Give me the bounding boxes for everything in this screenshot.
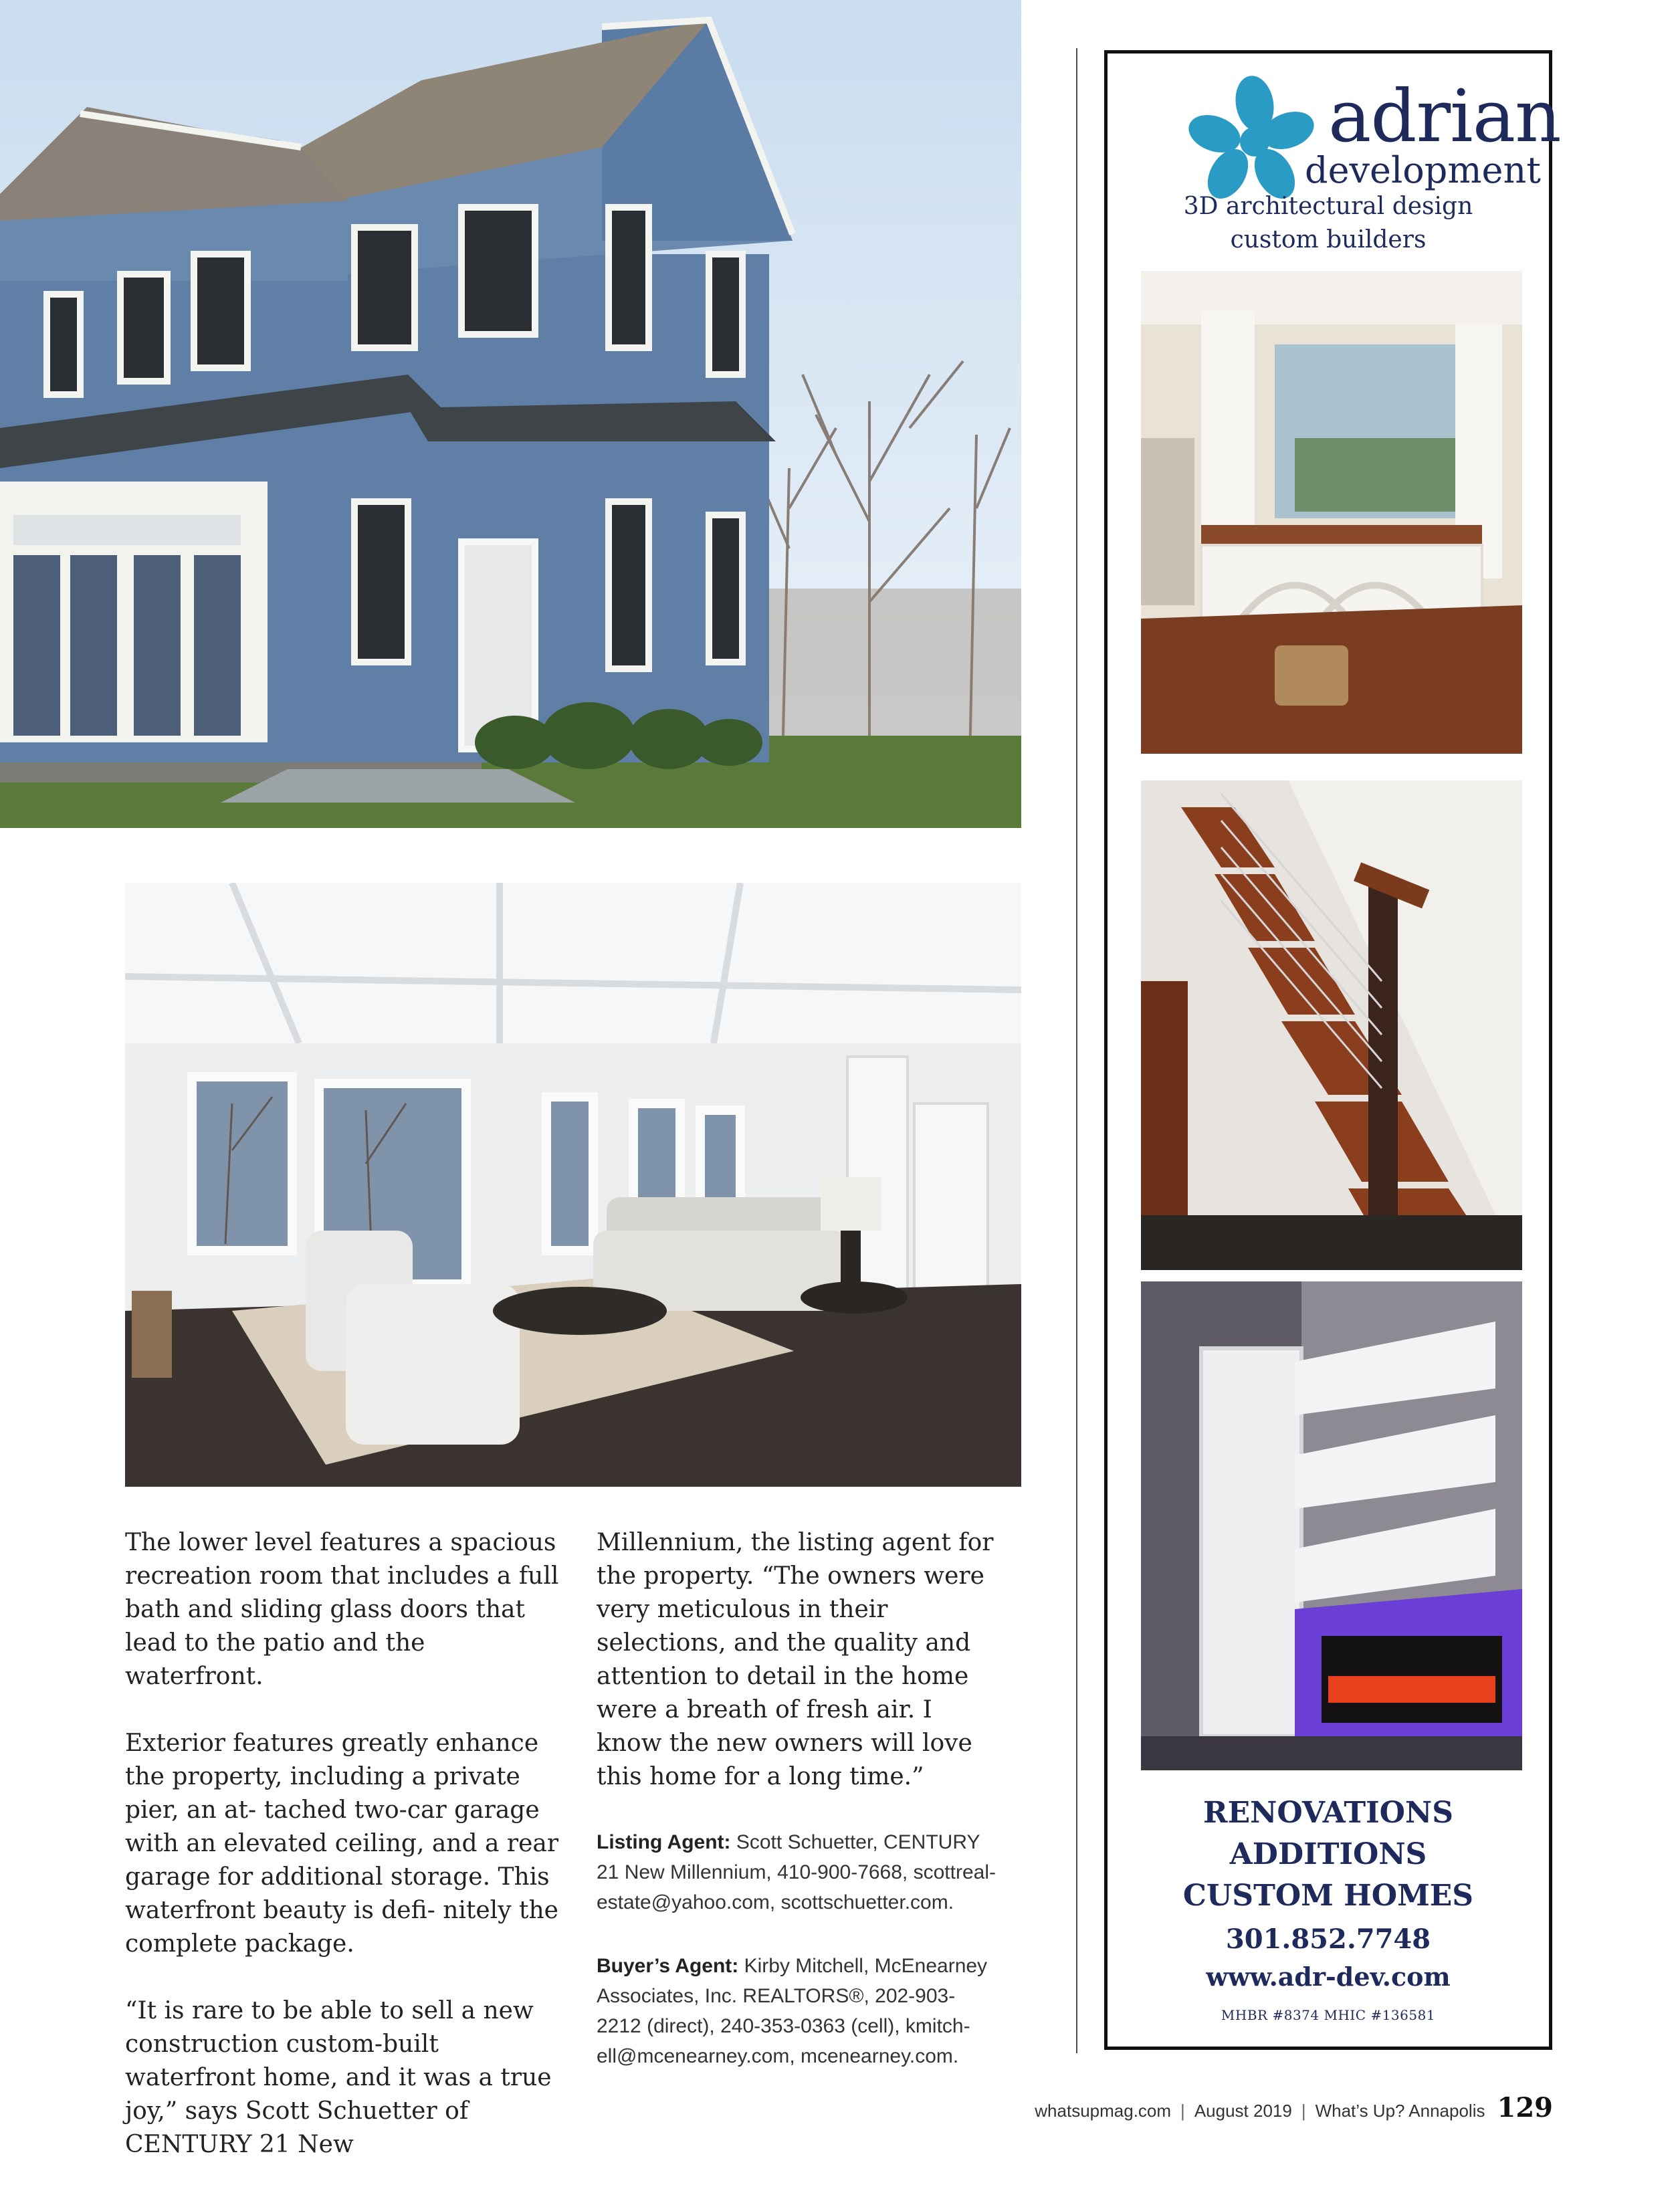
flower-logo-icon — [1188, 74, 1322, 207]
ad-photo-fireplace — [1141, 1281, 1522, 1770]
ad-tagline-design: 3D architectural design — [1183, 193, 1473, 220]
ad-license-numbers: MHBR #8374 MHIC #136581 — [1221, 2007, 1436, 2023]
article-right-column — [597, 1526, 1005, 2105]
ad-photo-interior-columns — [1141, 271, 1522, 754]
footer-separator: | — [1301, 2101, 1306, 2121]
adrian-development-ad — [1104, 50, 1561, 2050]
footer-publication: What’s Up? Annapolis — [1315, 2101, 1485, 2121]
ad-service-renovations: RENOVATIONS — [1203, 1796, 1453, 1830]
living-room-photo — [125, 883, 1021, 1487]
page-number: 129 — [1497, 2092, 1553, 2123]
ad-photo-staircase — [1141, 780, 1522, 1270]
ad-tagline-builders: custom builders — [1230, 226, 1427, 253]
buyers-agent-details: Kirby Mitchell, McEnearney Associates, Inc. REALTORS®, 202-903- 2212 (direct), 240-353-0363 (cell), kmitch- ell@mcenearney.com, mcenearney.com. — [597, 1955, 988, 2067]
ad-service-additions: ADDITIONS — [1229, 1837, 1427, 1871]
article-paragraph-lower-level: The lower level features a spacious recreation room that includes a full bath and sliding glass doors that lead to the patio and the waterfront. — [125, 1529, 559, 1690]
footer-site[interactable]: whatsupmag.com — [1035, 2101, 1172, 2121]
footer-date: August 2019 — [1194, 2101, 1292, 2121]
buyers-agent-label: Buyer’s Agent: — [597, 1955, 739, 1977]
page-footer — [1035, 2092, 1553, 2123]
column-divider — [1076, 48, 1077, 2053]
buyers-agent-credit — [597, 1951, 1005, 2071]
article-paragraph-exterior: Exterior features greatly enhance the property, including a private pier, an at- tached two-car garage with an elevated ceiling, and a rear garage for additional storage. This waterfront beauty is defi- nitely the complete package. — [125, 1730, 559, 1958]
ad-website-link[interactable]: www.adr-dev.com — [1206, 1962, 1451, 1992]
article-paragraph-quote-end: Millennium, the listing agent for the property. “The owners were very meticulous in their selections, and the quality and attention to detail in the home were a breath of fresh air. I know the new owners will love this home for a long time.” — [597, 1529, 994, 1790]
house-exterior-photo — [0, 0, 1021, 828]
article-paragraph-quote-start: “It is rare to be able to sell a new construction custom-built waterfront home, and it was a true joy,” says Scott Schuetter of CENTURY 21 New — [125, 1997, 552, 2158]
listing-agent-details: Scott Schuetter, CENTURY 21 New Millennium, 410-900-7668, scottreal- estate@yahoo.com, scottschuetter.com. — [597, 1831, 996, 1913]
listing-agent-label: Listing Agent: — [597, 1831, 731, 1853]
footer-separator: | — [1180, 2101, 1185, 2121]
article-left-column — [125, 1526, 566, 2195]
ad-brand-subtitle: development — [1305, 149, 1541, 191]
ad-service-custom-homes: CUSTOM HOMES — [1182, 1879, 1474, 1913]
listing-agent-credit — [597, 1827, 1005, 1917]
ad-phone-number[interactable]: 301.852.7748 — [1225, 1923, 1431, 1955]
ad-brand-name: adrian — [1328, 75, 1561, 159]
